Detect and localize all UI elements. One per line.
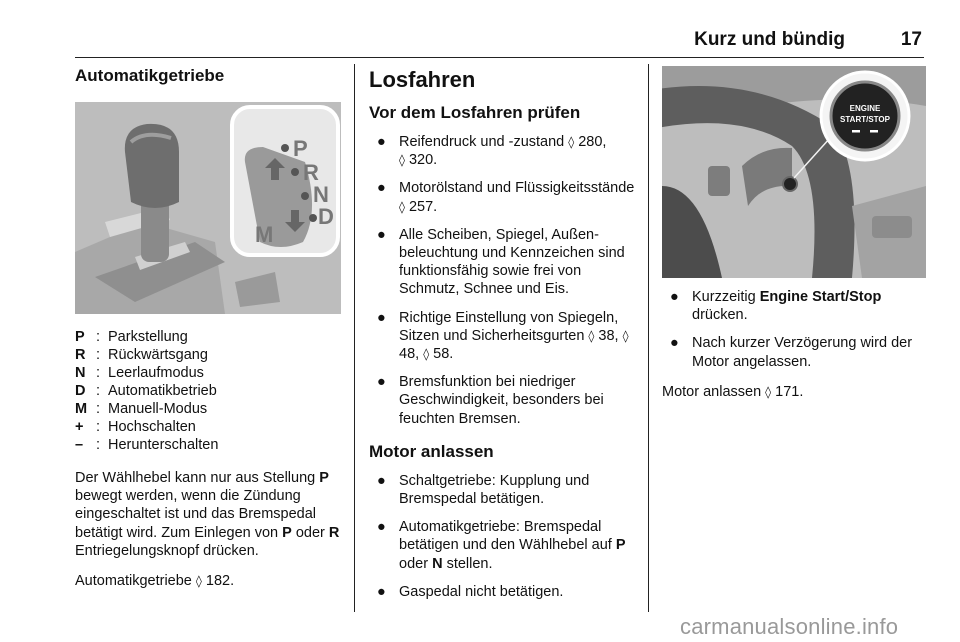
bullet-icon: ●	[377, 519, 386, 536]
bullet-icon: ●	[670, 335, 679, 352]
list-item: ● Nach kurzer Verzögerung wird der Motor angelassen.	[670, 335, 913, 370]
legend-text: Parkstellung	[108, 329, 188, 345]
gear-selector-illustration	[75, 102, 341, 314]
bullet-icon: ●	[377, 374, 386, 391]
page-reference-icon: ◊	[195, 574, 202, 589]
list-item: ● Kurzzeitig Engine Start/Stop drücken.	[670, 289, 882, 324]
legend-row: R : Rückwärtsgang	[75, 347, 208, 363]
label-d: D	[318, 204, 334, 229]
page-header	[0, 0, 960, 60]
list-item: ● Schaltgetriebe: Kupplung und Bremspedal betätigen.	[377, 472, 590, 508]
legend-list	[75, 328, 343, 454]
label-r: R	[303, 160, 319, 185]
column-start-stop	[662, 60, 927, 401]
watermark-text: carmanualsonline.info	[680, 614, 899, 639]
bullet-icon: ●	[377, 472, 386, 489]
list-item: ● Gaspedal nicht betätigen.	[377, 583, 564, 600]
column-driving-off	[369, 60, 637, 601]
list-item: ● Bremsfunktion bei niedriger Geschwindigkeit, besonders bei feuchten Bremsen.	[377, 374, 604, 427]
legend-text: Herunterschalten	[108, 437, 219, 453]
legend-row: P : Parkstellung	[75, 329, 188, 345]
start-stop-list	[662, 288, 927, 371]
legend-row: + : Hochschalten	[75, 419, 196, 435]
list-item: ● Reifendruck und -zustand ◊ 280, ◊ 320.	[377, 134, 607, 169]
selector-lever-paragraph: Der Wählhebel kann nur aus Stellung P bewegt werden, wenn die Zündung eingeschaltet ist und das Bremspedal betätigt wird. Zum Einlegen von P oder R Entriegelungsknopf drücken.	[75, 470, 340, 559]
bullet-icon: ●	[377, 583, 386, 600]
legend-key: N	[75, 365, 86, 381]
page-reference-icon: ◊	[622, 328, 629, 343]
legend-key: R	[75, 347, 86, 363]
subheading-start-engine: Motor anlassen	[369, 441, 494, 461]
section-title: Automatikgetriebe	[75, 66, 225, 85]
legend-text: Manuell-Modus	[108, 401, 208, 417]
column-divider-1	[354, 64, 355, 612]
section-heading: Losfahren	[369, 67, 476, 92]
button-label-line1: ENGINE	[849, 104, 881, 113]
list-item: ● Motorölstand und Flüssigkeitsstände ◊ 257.	[377, 180, 635, 215]
subheading-checks: Vor dem Losfahren prüfen	[369, 103, 581, 122]
automatic-transmission-reference: Automatikgetriebe ◊ 182.	[75, 573, 235, 590]
page-reference-icon: ◊	[588, 328, 595, 343]
legend-text: Hochschalten	[108, 419, 196, 435]
dashboard-illustration	[662, 66, 926, 278]
label-n: N	[313, 182, 329, 207]
start-engine-list	[369, 472, 637, 601]
legend-row: M : Manuell-Modus	[75, 401, 208, 417]
checks-list	[369, 133, 637, 428]
legend-row: D : Automatikbetrieb	[75, 383, 217, 399]
bullet-icon: ●	[377, 309, 386, 326]
legend-text: Rückwärtsgang	[108, 347, 208, 363]
legend-row: N : Leerlaufmodus	[75, 365, 204, 381]
column-automatic-transmission	[75, 60, 343, 590]
legend-text: Leerlaufmodus	[108, 365, 204, 381]
label-m: M	[255, 222, 274, 247]
list-item: ● Richtige Einstellung von Spiegeln, Sitzen und Sicherheitsgurten ◊ 38, ◊ 48, ◊ 58.	[377, 309, 629, 363]
page-reference-icon: ◊	[399, 199, 405, 214]
bullet-icon: ●	[377, 180, 386, 197]
bullet-icon: ●	[377, 226, 386, 243]
bullet-icon: ●	[377, 134, 386, 150]
legend-row: – : Herunterschalten	[75, 437, 219, 453]
page-reference-icon: ◊	[399, 153, 405, 168]
page-number: 17	[900, 29, 922, 50]
list-item: ● Automatikgetriebe: Bremspedal betätigen und den Wählhebel auf P oder N stellen.	[377, 519, 626, 572]
header-title: Kurz und bündig	[694, 29, 845, 50]
legend-key: D	[75, 383, 86, 399]
column-divider-2	[648, 64, 649, 612]
page-reference-icon: ◊	[765, 384, 772, 399]
legend-text: Automatikbetrieb	[108, 383, 217, 399]
button-label-line2: START/STOP	[840, 115, 890, 124]
start-engine-reference: Motor anlassen ◊ 171.	[662, 383, 804, 400]
page-reference-icon: ◊	[568, 135, 575, 149]
legend-key: M	[75, 401, 88, 417]
page-reference-icon: ◊	[423, 347, 430, 362]
start-stop-button-small	[783, 177, 797, 191]
legend-key: P	[75, 329, 85, 345]
header-rule	[75, 57, 924, 58]
legend-key: +	[75, 419, 84, 435]
label-p: P	[293, 136, 308, 161]
list-item: ● Alle Scheiben, Spiegel, Außenbeleuchtung und Kennzeichen sind funktionsfähig sowie frei von Schmutz, Schnee und Eis.	[377, 226, 625, 298]
legend-key: –	[75, 437, 84, 453]
bullet-icon: ●	[670, 289, 679, 305]
